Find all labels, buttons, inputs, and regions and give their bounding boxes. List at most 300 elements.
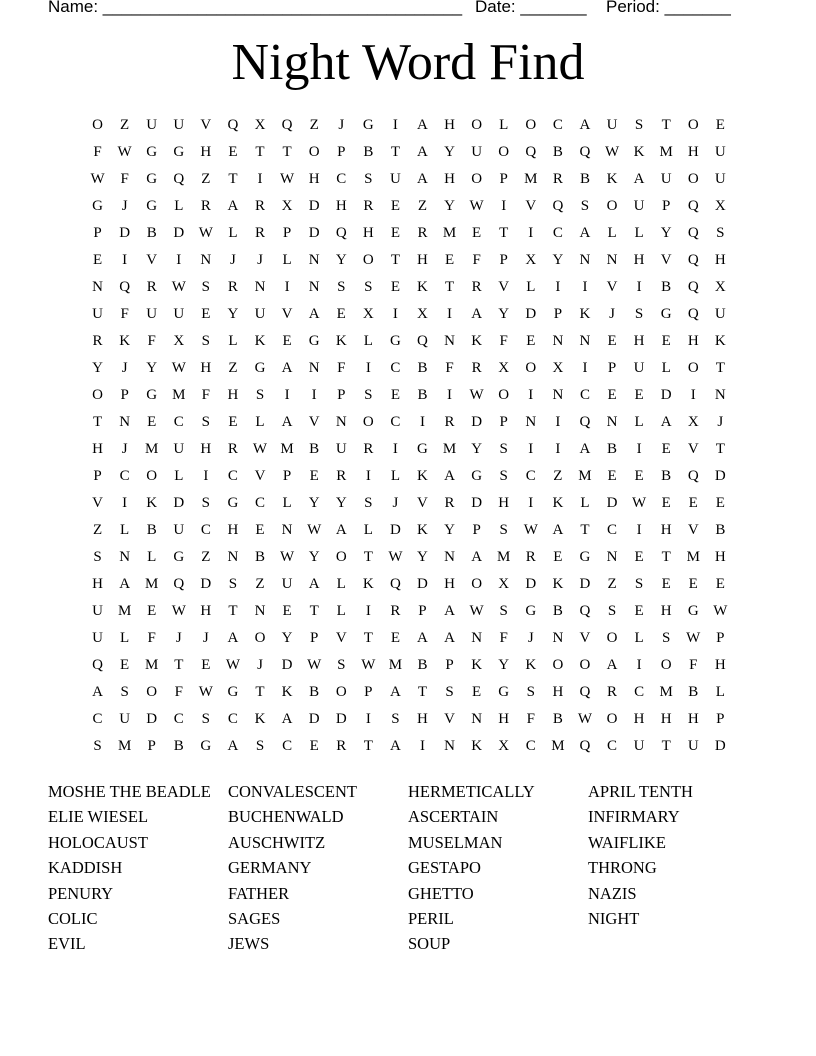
grid-letter: M	[388, 657, 403, 673]
grid-letter: I	[392, 306, 398, 322]
grid-letter: N	[525, 414, 537, 430]
grid-letter: K	[471, 657, 483, 673]
grid-row	[84, 301, 734, 328]
grid-letter: K	[281, 684, 293, 700]
grid-letter: R	[444, 414, 455, 430]
grid-letter: V	[92, 495, 103, 511]
grid-letter: T	[255, 684, 265, 700]
grid-letter: R	[255, 198, 266, 214]
grid-letter: V	[308, 414, 320, 430]
grid-letter: W	[686, 630, 701, 646]
grid-letter: K	[119, 333, 131, 349]
grid-letter: W	[90, 171, 105, 187]
grid-letter: F	[147, 333, 156, 349]
grid-letter: L	[255, 414, 265, 430]
word-bank-column	[408, 779, 588, 957]
grid-letter: K	[362, 576, 374, 592]
grid-letter: Q	[173, 576, 185, 592]
grid-letter: Y	[146, 360, 158, 376]
grid-letter: S	[120, 684, 129, 700]
grid-letter: S	[201, 333, 211, 349]
grid-letter: C	[282, 738, 293, 754]
grid-letter: G	[146, 171, 158, 187]
grid-letter: Y	[335, 495, 347, 511]
grid-letter: E	[553, 549, 563, 565]
page-title: Night Word Find	[231, 34, 585, 91]
grid-row	[84, 490, 734, 517]
grid-letter: Q	[552, 198, 564, 214]
grid-letter: W	[523, 522, 538, 538]
grid-letter: E	[309, 738, 319, 754]
grid-letter: E	[472, 684, 482, 700]
grid-letter: I	[419, 738, 425, 754]
grid-letter: G	[389, 333, 401, 349]
grid-letter: I	[419, 414, 425, 430]
grid-letter: O	[362, 414, 374, 430]
grid-letter: W	[604, 144, 620, 160]
grid-letter: Y	[444, 144, 455, 160]
grid-letter: X	[552, 360, 564, 376]
grid-letter: F	[120, 306, 129, 322]
grid-letter: M	[145, 441, 159, 457]
grid-letter: I	[392, 441, 398, 457]
grid-letter: U	[606, 117, 618, 133]
grid-letter: E	[255, 522, 265, 538]
word-bank-item: PENURY	[48, 883, 114, 903]
grid-letter: K	[417, 468, 428, 484]
grid-letter: D	[335, 711, 347, 727]
grid-letter: R	[444, 495, 455, 511]
grid-letter: N	[606, 252, 618, 268]
grid-letter: K	[471, 738, 483, 754]
grid-letter: S	[201, 711, 211, 727]
grid-letter: S	[526, 684, 535, 700]
grid-letter: U	[92, 603, 103, 619]
grid-letter: H	[552, 684, 564, 700]
grid-letter: B	[417, 360, 428, 376]
grid-letter: C	[390, 414, 401, 430]
grid-letter: U	[389, 171, 401, 187]
grid-letter: X	[417, 306, 428, 322]
grid-letter: B	[146, 225, 157, 241]
grid-letter: T	[715, 360, 725, 376]
grid-letter: G	[417, 441, 428, 457]
grid-letter: K	[552, 576, 564, 592]
grid-letter: N	[606, 549, 618, 565]
grid-letter: T	[580, 522, 590, 538]
grid-letter: J	[121, 441, 128, 457]
grid-letter: E	[661, 333, 671, 349]
grid-letter: N	[444, 549, 455, 565]
grid-letter: A	[444, 603, 455, 619]
grid-letter: F	[120, 171, 129, 187]
grid-letter: N	[119, 414, 131, 430]
grid-letter: E	[607, 387, 617, 403]
grid-letter: N	[254, 603, 266, 619]
grid-letter: H	[200, 144, 212, 160]
grid-letter: T	[363, 630, 373, 646]
grid-letter: B	[661, 468, 672, 484]
grid-letter: E	[201, 657, 211, 673]
grid-letter: T	[417, 684, 428, 700]
grid-letter: I	[447, 387, 453, 403]
grid-letter: X	[254, 117, 266, 133]
grid-letter: K	[335, 333, 347, 349]
grid-letter: Y	[471, 441, 483, 457]
grid-letter: O	[606, 198, 618, 214]
grid-letter: R	[471, 279, 482, 295]
word-bank-item: MUSELMAN	[408, 832, 503, 852]
name-field: Name: ______________________________________	[48, 0, 463, 16]
grid-letter: D	[471, 495, 483, 511]
grid-letter: J	[175, 630, 182, 646]
grid-letter: I	[447, 306, 453, 322]
grid-letter: F	[201, 387, 211, 403]
grid-letter: K	[579, 306, 591, 322]
grid-row	[84, 355, 734, 382]
grid-letter: F	[689, 657, 698, 673]
grid-letter: W	[117, 144, 132, 160]
grid-letter: D	[525, 576, 537, 592]
grid-letter: P	[716, 630, 725, 646]
grid-letter: R	[363, 198, 374, 214]
grid-letter: U	[471, 144, 483, 160]
grid-letter: B	[309, 684, 320, 700]
grid-letter: Y	[92, 360, 103, 376]
grid-letter: F	[472, 252, 481, 268]
grid-letter: A	[444, 468, 455, 484]
grid-letter: E	[282, 603, 292, 619]
grid-letter: L	[634, 414, 644, 430]
word-bank-column	[228, 779, 408, 957]
grid-letter: F	[499, 630, 508, 646]
grid-letter: K	[254, 333, 266, 349]
grid-letter: S	[499, 468, 508, 484]
grid-letter: J	[609, 306, 615, 322]
grid-letter: S	[364, 171, 373, 187]
grid-letter: G	[362, 117, 374, 133]
grid-letter: Y	[444, 198, 455, 214]
grid-letter: F	[147, 630, 156, 646]
word-bank-item: SOUP	[408, 934, 451, 954]
grid-letter: K	[714, 333, 726, 349]
grid-letter: A	[227, 738, 239, 754]
grid-letter: I	[501, 198, 507, 214]
grid-letter: X	[525, 252, 537, 268]
grid-letter: W	[388, 549, 403, 565]
grid-letter: R	[607, 684, 618, 700]
grid-letter: M	[117, 738, 132, 754]
grid-letter: T	[92, 414, 103, 430]
grid-letter: W	[307, 657, 322, 673]
grid-letter: L	[715, 684, 725, 700]
grid-letter: O	[660, 657, 672, 673]
grid-letter: S	[93, 738, 102, 754]
grid-letter: Y	[498, 657, 510, 673]
grid-letter: H	[444, 117, 455, 133]
grid-letter: G	[227, 495, 239, 511]
grid-letter: M	[442, 441, 457, 457]
grid-letter: C	[607, 738, 618, 754]
grid-letter: H	[200, 360, 212, 376]
grid-letter: R	[390, 603, 401, 619]
grid-letter: H	[335, 198, 347, 214]
grid-letter: T	[661, 117, 671, 133]
grid-letter: M	[172, 387, 186, 403]
grid-row	[84, 706, 734, 733]
grid-row	[84, 193, 734, 220]
grid-letter: E	[120, 657, 130, 673]
grid-letter: B	[417, 387, 428, 403]
grid-letter: Z	[228, 360, 238, 376]
grid-letter: U	[660, 171, 672, 187]
grid-letter: I	[528, 441, 534, 457]
grid-letter: N	[92, 279, 103, 295]
grid-letter: Q	[579, 144, 591, 160]
grid-letter: U	[633, 198, 645, 214]
grid-letter: Q	[281, 117, 293, 133]
grid-letter: D	[660, 387, 672, 403]
grid-letter: F	[337, 360, 346, 376]
grid-letter: U	[714, 171, 726, 187]
grid-letter: L	[282, 495, 292, 511]
grid-letter: X	[498, 738, 510, 754]
grid-letter: E	[607, 333, 617, 349]
grid-letter: X	[714, 198, 726, 214]
word-bank-item: FATHER	[228, 883, 290, 903]
grid-letter: S	[93, 549, 102, 565]
grid-letter: N	[119, 549, 131, 565]
grid-letter: I	[203, 468, 209, 484]
grid-letter: E	[688, 576, 698, 592]
grid-letter: O	[606, 711, 618, 727]
grid-letter: S	[445, 684, 454, 700]
grid-letter: W	[469, 603, 484, 619]
grid-letter: Y	[417, 549, 428, 565]
grid-letter: O	[362, 252, 374, 268]
grid-letter: A	[417, 630, 428, 646]
grid-letter: O	[146, 684, 158, 700]
grid-row	[84, 220, 734, 247]
grid-letter: E	[607, 468, 617, 484]
grid-letter: L	[282, 252, 292, 268]
grid-letter: A	[281, 711, 293, 727]
grid-row	[84, 463, 734, 490]
grid-letter: U	[92, 630, 103, 646]
grid-letter: V	[444, 711, 455, 727]
grid-letter: E	[715, 495, 725, 511]
grid-letter: N	[308, 279, 320, 295]
grid-letter: R	[146, 279, 157, 295]
word-bank-item: INFIRMARY	[588, 807, 680, 827]
grid-row	[84, 733, 734, 760]
grid-letter: G	[146, 144, 158, 160]
grid-row	[84, 625, 734, 652]
grid-letter: U	[714, 144, 726, 160]
grid-letter: N	[579, 252, 591, 268]
grid-letter: H	[417, 711, 428, 727]
grid-letter: P	[120, 387, 129, 403]
grid-letter: O	[687, 171, 699, 187]
grid-letter: Z	[201, 171, 211, 187]
grid-letter: K	[146, 495, 158, 511]
word-bank-column	[588, 779, 768, 957]
word-bank-item: SAGES	[228, 908, 281, 928]
grid-letter: D	[146, 711, 158, 727]
grid-row	[84, 409, 734, 436]
grid-letter: H	[200, 441, 212, 457]
grid-letter: O	[606, 630, 618, 646]
grid-letter: V	[146, 252, 158, 268]
grid-letter: D	[119, 225, 131, 241]
grid-letter: W	[469, 198, 484, 214]
grid-letter: L	[607, 225, 617, 241]
grid-letter: M	[145, 657, 159, 673]
grid-letter: N	[444, 333, 455, 349]
grid-letter: S	[634, 117, 644, 133]
grid-letter: Z	[201, 549, 211, 565]
grid-letter: E	[390, 225, 400, 241]
grid-letter: Q	[173, 171, 185, 187]
grid-letter: I	[122, 495, 128, 511]
grid-letter: C	[607, 522, 618, 538]
word-bank-item: BUCHENWALD	[228, 807, 344, 827]
grid-letter: B	[715, 522, 726, 538]
grid-letter: A	[281, 360, 293, 376]
grid-letter: O	[92, 387, 103, 403]
grid-letter: U	[254, 306, 266, 322]
grid-letter: H	[660, 711, 672, 727]
grid-letter: H	[714, 252, 726, 268]
grid-letter: N	[471, 711, 483, 727]
grid-letter: U	[92, 306, 103, 322]
grid-letter: D	[173, 225, 185, 241]
grid-letter: U	[119, 711, 131, 727]
grid-letter: P	[93, 225, 102, 241]
grid-row	[84, 598, 734, 625]
grid-letter: Q	[687, 279, 699, 295]
grid-letter: V	[687, 441, 699, 457]
grid-letter: O	[471, 171, 483, 187]
grid-letter: A	[389, 738, 401, 754]
grid-letter: C	[227, 711, 238, 727]
grid-letter: L	[499, 117, 509, 133]
grid-letter: K	[417, 279, 428, 295]
grid-letter: E	[390, 198, 400, 214]
grid-letter: O	[335, 549, 347, 565]
grid-letter: C	[525, 738, 536, 754]
grid-letter: Z	[309, 117, 319, 133]
grid-letter: E	[715, 117, 725, 133]
grid-letter: J	[257, 657, 263, 673]
grid-letter: D	[308, 711, 320, 727]
grid-letter: W	[469, 387, 484, 403]
grid-letter: R	[525, 549, 536, 565]
grid-letter: H	[227, 522, 239, 538]
grid-letter: B	[146, 522, 157, 538]
grid-letter: L	[390, 468, 400, 484]
grid-letter: W	[225, 657, 241, 673]
grid-letter: R	[200, 198, 211, 214]
grid-letter: O	[308, 144, 320, 160]
grid-letter: S	[201, 414, 211, 430]
grid-letter: O	[579, 657, 591, 673]
grid-letter: I	[582, 279, 588, 295]
grid-row	[84, 274, 734, 301]
word-bank-item: EVIL	[48, 934, 86, 954]
grid-letter: T	[363, 549, 373, 565]
word-bank-item: GERMANY	[228, 858, 312, 878]
grid-letter: P	[282, 468, 292, 484]
grid-letter: H	[660, 522, 672, 538]
grid-letter: K	[606, 171, 618, 187]
grid-letter: C	[200, 522, 211, 538]
grid-letter: K	[471, 333, 483, 349]
grid-letter: Z	[417, 198, 428, 214]
grid-letter: T	[309, 603, 319, 619]
grid-letter: O	[525, 117, 537, 133]
grid-letter: Y	[660, 225, 672, 241]
grid-letter: R	[417, 225, 428, 241]
grid-letter: I	[636, 657, 642, 673]
grid-letter: C	[336, 171, 347, 187]
word-bank-item: NAZIS	[588, 883, 637, 903]
grid-letter: G	[498, 684, 510, 700]
grid-letter: A	[92, 684, 103, 700]
grid-letter: W	[171, 603, 186, 619]
grid-letter: T	[661, 738, 671, 754]
grid-letter: E	[282, 333, 292, 349]
grid-letter: Q	[579, 414, 591, 430]
grid-letter: Q	[579, 738, 591, 754]
grid-letter: A	[444, 630, 455, 646]
word-bank-item: JEWS	[228, 934, 270, 954]
grid-letter: R	[336, 738, 347, 754]
grid-letter: I	[284, 387, 290, 403]
grid-letter: V	[525, 198, 537, 214]
grid-letter: I	[365, 360, 371, 376]
grid-letter: G	[146, 387, 158, 403]
grid-letter: U	[146, 306, 158, 322]
grid-letter: J	[121, 360, 128, 376]
grid-letter: W	[280, 549, 295, 565]
grid-letter: Z	[553, 468, 563, 484]
grid-letter: M	[117, 603, 132, 619]
grid-letter: A	[579, 117, 591, 133]
grid-letter: H	[498, 711, 510, 727]
grid-letter: R	[363, 441, 374, 457]
grid-letter: E	[444, 252, 455, 268]
grid-letter: D	[714, 468, 726, 484]
word-bank-item: ASCERTAIN	[408, 807, 499, 827]
word-bank-item: NIGHT	[588, 908, 640, 928]
grid-letter: J	[392, 495, 399, 511]
grid-letter: T	[255, 144, 265, 160]
grid-letter: P	[337, 144, 346, 160]
grid-letter: F	[174, 684, 183, 700]
grid-letter: H	[200, 603, 212, 619]
grid-letter: W	[198, 684, 213, 700]
grid-letter: G	[471, 468, 483, 484]
grid-letter: J	[230, 252, 236, 268]
grid-letter: W	[171, 279, 186, 295]
grid-letter: G	[200, 738, 212, 754]
grid-letter: M	[686, 549, 700, 565]
grid-letter: G	[687, 603, 699, 619]
grid-row	[84, 247, 734, 274]
grid-letter: Q	[687, 468, 699, 484]
grid-letter: R	[336, 468, 347, 484]
